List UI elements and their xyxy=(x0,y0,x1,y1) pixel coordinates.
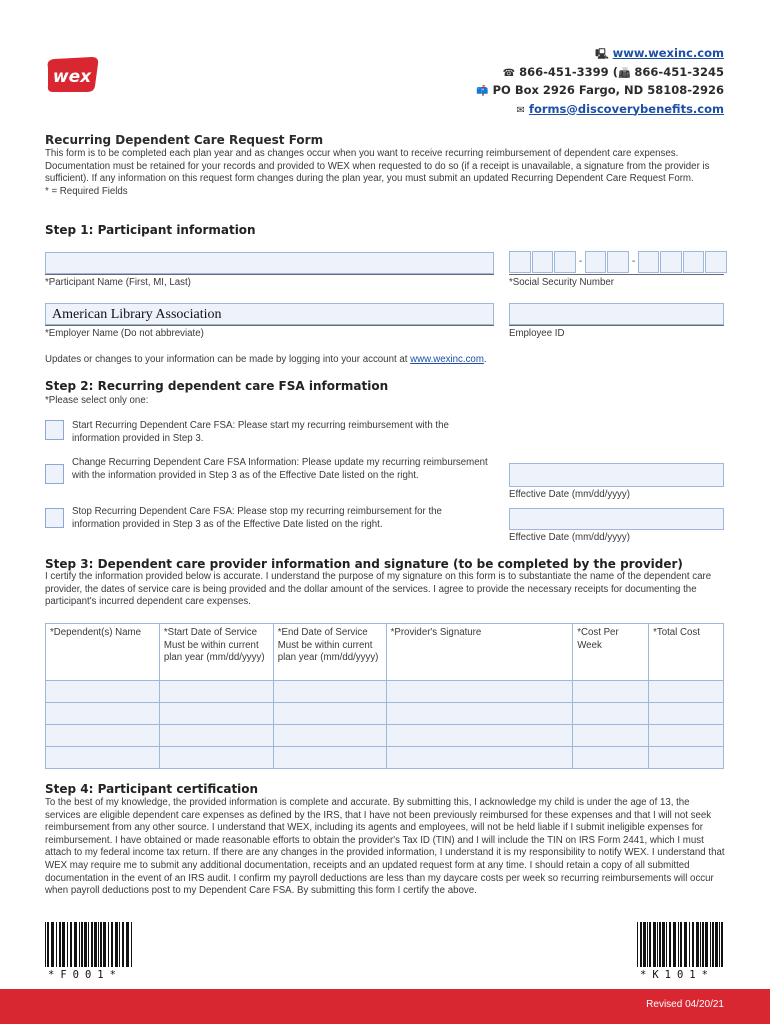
step3-title: Step 3: Dependent care provider information and signature (to be completed by the provider) xyxy=(45,557,683,571)
ssn-field[interactable] xyxy=(509,251,728,273)
table-header-row xyxy=(46,624,724,681)
wex-logo xyxy=(44,56,100,94)
employee-id-label: Employee ID xyxy=(509,328,565,339)
fax-icon: 📠 xyxy=(617,67,631,79)
ssn-label: *Social Security Number xyxy=(509,277,614,288)
barcode-bar xyxy=(62,922,65,967)
barcode-bar xyxy=(59,922,61,967)
barcode-bar xyxy=(56,922,57,967)
participant-name-field[interactable] xyxy=(45,252,494,274)
table-cell[interactable] xyxy=(46,725,160,747)
stop-fsa-option-text: Stop Recurring Dependent Care FSA: Please stop my recurring reimbursement for the information provided in Step 3 as of the Effective Date listed on the right. xyxy=(72,506,442,530)
barcode-bar xyxy=(122,922,124,967)
contact-block xyxy=(476,45,724,119)
envelope-icon: ✉ xyxy=(516,104,525,116)
ssn-dash: - xyxy=(631,256,636,267)
barcode-bar xyxy=(684,922,687,967)
revision-date: Revised 04/20/21 xyxy=(646,999,724,1010)
barcode-bar xyxy=(700,922,701,967)
table-cell[interactable] xyxy=(46,681,160,703)
table-cell[interactable] xyxy=(649,725,724,747)
table-row xyxy=(46,703,724,725)
mailbox-icon: 📫 xyxy=(476,86,489,97)
barcode-bar xyxy=(81,922,83,967)
table-cell[interactable] xyxy=(386,681,573,703)
barcode-bar xyxy=(721,922,723,967)
table-cell[interactable] xyxy=(159,725,273,747)
table-cell[interactable] xyxy=(159,747,273,769)
step1-title: Step 1: Participant information xyxy=(45,223,256,237)
table-cell[interactable] xyxy=(273,747,386,769)
barcode-bar xyxy=(94,922,97,967)
barcode-bar xyxy=(689,922,690,967)
col-provider-signature: *Provider's Signature xyxy=(386,624,573,681)
barcode-bar xyxy=(67,922,68,967)
barcode-bar xyxy=(649,922,651,967)
employer-name-value: American Library Association xyxy=(52,307,222,322)
fax-number: 866-451-3245 xyxy=(634,64,724,79)
barcode-bar xyxy=(653,922,656,967)
change-fsa-checkbox[interactable] xyxy=(45,464,64,484)
step4-title: Step 4: Participant certification xyxy=(45,782,259,796)
barcode-left xyxy=(45,922,134,967)
table-cell[interactable] xyxy=(273,681,386,703)
table-cell[interactable] xyxy=(159,703,273,725)
barcode-bar xyxy=(678,922,679,967)
table-cell[interactable] xyxy=(386,703,573,725)
barcode-bar xyxy=(647,922,648,967)
step4-text: To the best of my knowledge, the provided information is complete and accurate. By submitting this, I acknowledge my child is under the age of 13, the services are eligible dependent care expenses as defined by the IRS, that I have not been previously reimbursed for these expenses and that I will not seek reimbursement from any other source. I understand that WEX, including its agents and employees, will not be held liable if I submit ineligible expenses for reimbursement. I have obtained or made reasonable efforts to obtain the provider's Tax ID (TIN) and I will include the TIN on IRS Form 2441, which I must attach to my federal income tax return. If there are any changes in the provided information, I understand it is my responsibility to notify WEX. I understand that WEX may require me to submit any additional documentation, receipts and an updated request form at any time. I should retain a copy of all submitted documentation in the event of an IRS audit. I confirm my payroll deductions are less than my daycare costs per week so recurring reimbursements will occur when payroll deductions post to my Dependent Care FSA. By submitting this form I certify the above. xyxy=(45,797,725,897)
update-link[interactable]: www.wexinc.com xyxy=(410,354,484,365)
step3-certify: I certify the information provided below is accurate. I understand the purpose of my signature on this form is to substantiate the name of the dependent care provider, the dates of service care is being provided and the dollar amount of the services. I agree to provide the necessary receipts for documenting the participant's incurred dependent care expenses. xyxy=(45,571,712,608)
table-cell[interactable] xyxy=(649,747,724,769)
barcode-left-label: *F001* xyxy=(48,969,122,981)
table-row xyxy=(46,681,724,703)
table-row xyxy=(46,725,724,747)
barcode-bar xyxy=(79,922,80,967)
barcode-right xyxy=(637,922,725,967)
barcode-bar xyxy=(715,922,718,967)
table-cell[interactable] xyxy=(386,725,573,747)
barcode-bar xyxy=(70,922,72,967)
barcode-bar xyxy=(712,922,714,967)
ssn-dash: - xyxy=(578,256,583,267)
barcode-bar xyxy=(88,922,89,967)
provider-table xyxy=(45,623,724,769)
employer-name-label: *Employer Name (Do not abbreviate) xyxy=(45,328,204,339)
stop-effective-date-field[interactable] xyxy=(509,508,724,530)
barcode-bar xyxy=(108,922,109,967)
update-note-end: . xyxy=(483,354,487,365)
intro-text: This form is to be completed each plan year and as changes occur when you want to receive recurring reimbursement of dependent care expenses. Documentation must be retained for your records and provided to WEX when requested to do so (if a receipt is unavailable, a signature from the provider is sufficient). If any information on this request form changes during the plan year, you must submit an updated Recurring Dependent Care Request Form. xyxy=(45,148,710,185)
col-total-cost: *Total Cost xyxy=(649,624,724,681)
employee-id-field[interactable] xyxy=(509,303,724,325)
barcode-bar xyxy=(91,922,93,967)
barcode-bar xyxy=(103,922,106,967)
phone-icon: ☎ xyxy=(502,67,516,79)
update-note-text: Updates or changes to your information can be made by logging into your account at xyxy=(45,354,408,365)
website-link[interactable]: www.wexinc.com xyxy=(612,46,724,60)
col-start-date: *Start Date of Service Must be within current plan year (mm/dd/yyyy) xyxy=(159,624,273,681)
table-cell[interactable] xyxy=(573,747,649,769)
barcode-bar xyxy=(126,922,129,967)
barcode-bar xyxy=(98,922,99,967)
table-cell[interactable] xyxy=(649,681,724,703)
table-cell[interactable] xyxy=(573,725,649,747)
barcode-bar xyxy=(51,922,54,967)
barcode-bar xyxy=(74,922,77,967)
table-cell[interactable] xyxy=(573,681,649,703)
start-fsa-checkbox[interactable] xyxy=(45,420,64,440)
change-fsa-option-text: Change Recurring Dependent Care FSA Information: Please update my recurring reimbursement with the information provided in Step 3 as of the Effective Date listed on the right. xyxy=(72,457,488,481)
barcode-bar xyxy=(710,922,711,967)
barcode-bar xyxy=(111,922,113,967)
barcode-bar xyxy=(119,922,120,967)
barcode-bar xyxy=(692,922,694,967)
step2-note: *Please select only one: xyxy=(45,395,149,406)
table-cell[interactable] xyxy=(273,725,386,747)
update-note xyxy=(45,354,487,365)
table-cell[interactable] xyxy=(46,703,160,725)
email-link[interactable]: forms@discoverybenefits.com xyxy=(528,101,724,116)
barcode-bar xyxy=(640,922,642,967)
barcode-bar xyxy=(680,922,682,967)
step2-title: Step 2: Recurring dependent care FSA information xyxy=(45,379,389,393)
logo-text: wex xyxy=(52,67,92,87)
barcode-bar xyxy=(637,922,638,967)
table-cell[interactable] xyxy=(46,747,160,769)
table-cell[interactable] xyxy=(273,703,386,725)
barcode-bar xyxy=(84,922,87,967)
form-intro xyxy=(45,148,725,198)
phone-separator: ( xyxy=(612,64,618,79)
barcode-bar xyxy=(702,922,704,967)
table-cell[interactable] xyxy=(573,703,649,725)
change-effective-date-label: Effective Date (mm/dd/yyyy) xyxy=(509,489,630,500)
barcode-bar xyxy=(131,922,132,967)
table-row xyxy=(46,747,724,769)
barcode-bar xyxy=(115,922,118,967)
stop-effective-date-label: Effective Date (mm/dd/yyyy) xyxy=(509,532,630,543)
col-end-date: *End Date of Service Must be within current plan year (mm/dd/yyyy) xyxy=(273,624,386,681)
barcode-right-label: *K101* xyxy=(640,969,714,981)
stop-fsa-checkbox[interactable] xyxy=(45,508,64,528)
start-fsa-option-text: Start Recurring Dependent Care FSA: Please start my recurring reimbursement with the information provided in Step 3. xyxy=(72,420,449,444)
barcode-bar xyxy=(100,922,102,967)
barcode-bar xyxy=(719,922,720,967)
barcode-bar xyxy=(669,922,671,967)
col-cost-per-week: *Cost Per Week xyxy=(573,624,649,681)
col-dependent-name: *Dependent(s) Name xyxy=(46,624,160,681)
barcode-bar xyxy=(673,922,676,967)
barcode-bar xyxy=(47,922,49,967)
barcode-bar xyxy=(662,922,665,967)
table-cell[interactable] xyxy=(386,747,573,769)
phone-number: 866-451-3399 xyxy=(519,64,609,79)
barcode-bar xyxy=(45,922,46,967)
participant-name-label: *Participant Name (First, MI, Last) xyxy=(45,277,191,288)
barcode-bar xyxy=(643,922,646,967)
footer-bar xyxy=(0,989,770,1024)
barcode-bar xyxy=(705,922,708,967)
form-title: Recurring Dependent Care Request Form xyxy=(45,133,324,147)
barcode-bar xyxy=(696,922,699,967)
table-cell[interactable] xyxy=(649,703,724,725)
barcode-bar xyxy=(666,922,667,967)
table-cell[interactable] xyxy=(159,681,273,703)
required-note: * = Required Fields xyxy=(45,185,128,197)
computer-icon: 🖳 xyxy=(595,49,609,60)
barcode-bar xyxy=(659,922,661,967)
mailing-address: PO Box 2926 Fargo, ND 58108-2926 xyxy=(492,83,724,97)
barcode-bar xyxy=(657,922,658,967)
employer-name-field[interactable] xyxy=(45,303,494,325)
change-effective-date-field[interactable] xyxy=(509,463,724,487)
